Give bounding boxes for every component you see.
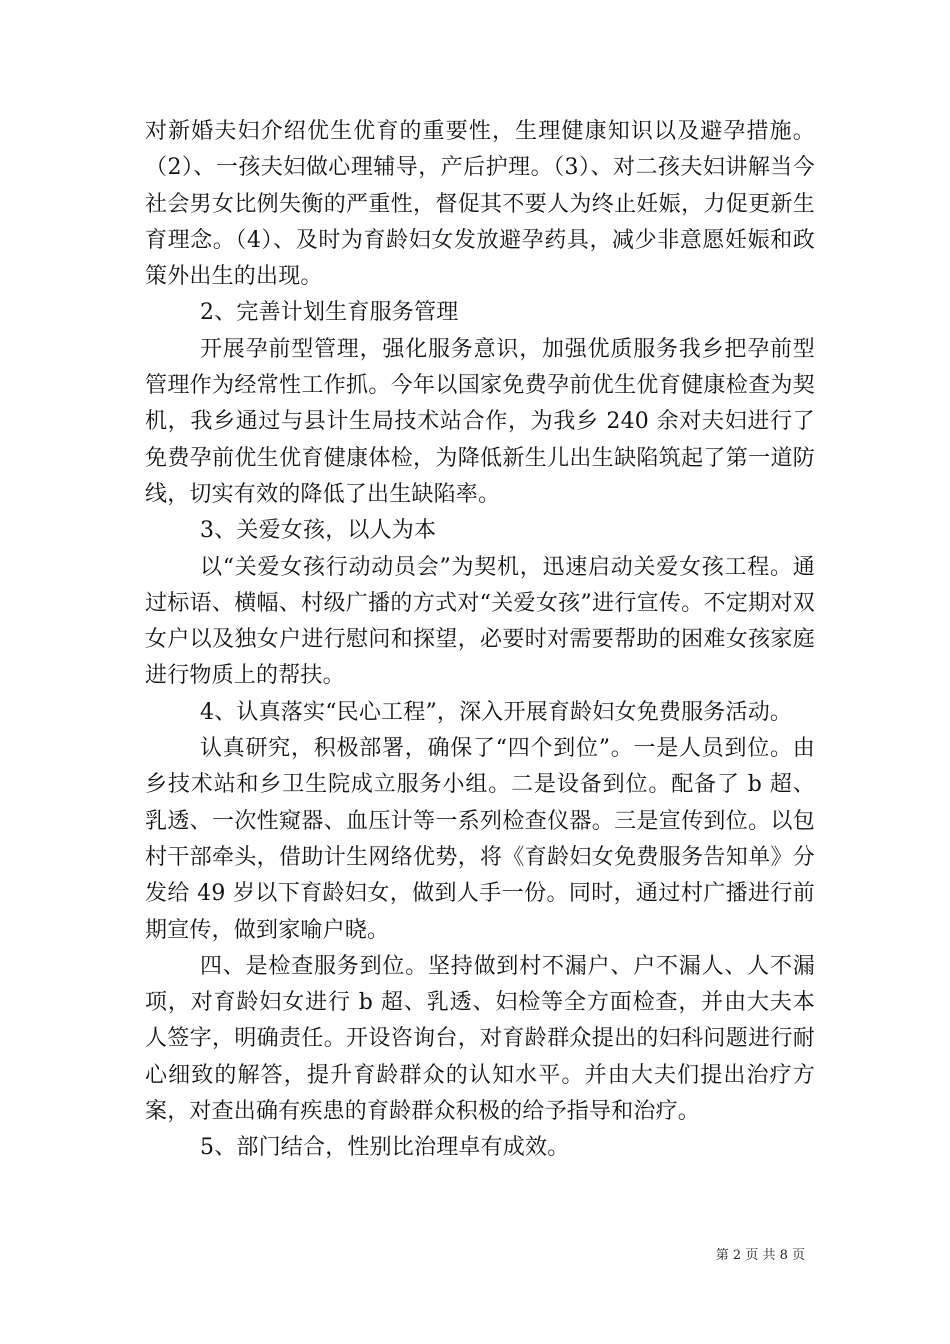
paragraph-8: 四、是检查服务到位。坚持做到村不漏户、户不漏人、人不漏项，对育龄妇女进行 b 超、乳透、妇检等全方面检查，并由大夫本人签字，明确责任。开设咨询台，对育龄群众提出的妇科问题进行耐心细致的解答，提升育龄群众的认知水平。并由大夫们提出治疗方案，对查出确有疾患的育龄群众积极的给予指导和治疗。 (145, 953, 815, 1125)
paragraph-5: 以“关爱女孩行动动员会”为契机，迅速启动关爱女孩工程。通过标语、横幅、村级广播的方式对“关爱女孩”进行宣传。不定期对双女户以及独女户进行慰问和探望，必要时对需要帮助的困难女孩家庭进行物质上的帮扶。 (145, 554, 815, 689)
paragraph-7: 认真研究，积极部署，确保了“四个到位”。一是人员到位。由乡技术站和乡卫生院成立服务小组。二是设备到位。配备了 b 超、乳透、一次性窥器、血压计等一系列检查仪器。三是宣传到位。以包村干部牵头，借助计生网络优势，将《育龄妇女免费服务告知单》分发给 49 岁以下育龄妇女，做到人手一份。同时，通过村广播进行前期宣传，做到家喻户晓。 (145, 736, 815, 943)
heading-4-public-project: 4、认真落实“民心工程”，深入开展育龄妇女免费服务活动。 (200, 699, 793, 725)
document-body (145, 114, 815, 1167)
paragraph-3: 开展孕前型管理，强化服务意识，加强优质服务我乡把孕前型管理作为经常性工作抓。今年以国家免费孕前优生优育健康检查为契机，我乡通过与县计生局技术站合作，为我乡 240 余对夫妇进行了免费孕前优生优育健康体检，为降低新生儿出生缺陷筑起了第一道防线，切实有效的降低了出生缺陷率。 (145, 336, 815, 507)
page-number: 第 2 页 共 8 页 (715, 1248, 805, 1263)
heading-3-care-for-girls: 3、关爱女孩，以人为本 (200, 518, 437, 544)
paragraph-1: 对新婚夫妇介绍优生优育的重要性，生理健康知识以及避孕措施。（2）、一孩夫妇做心理辅导，产后护理。（3）、对二孩夫妇讲解当今社会男女比例失衡的严重性，督促其不要人为终止妊娠，力促更新生育理念。（4）、及时为育龄妇女发放避孕药具，减少非意愿妊娠和政策外出生的出现。 (145, 119, 815, 290)
heading-5-department-cooperation: 5、部门结合，性别比治理卓有成效。 (200, 1135, 570, 1161)
heading-2-service-management: 2、完善计划生育服务管理 (200, 300, 459, 326)
